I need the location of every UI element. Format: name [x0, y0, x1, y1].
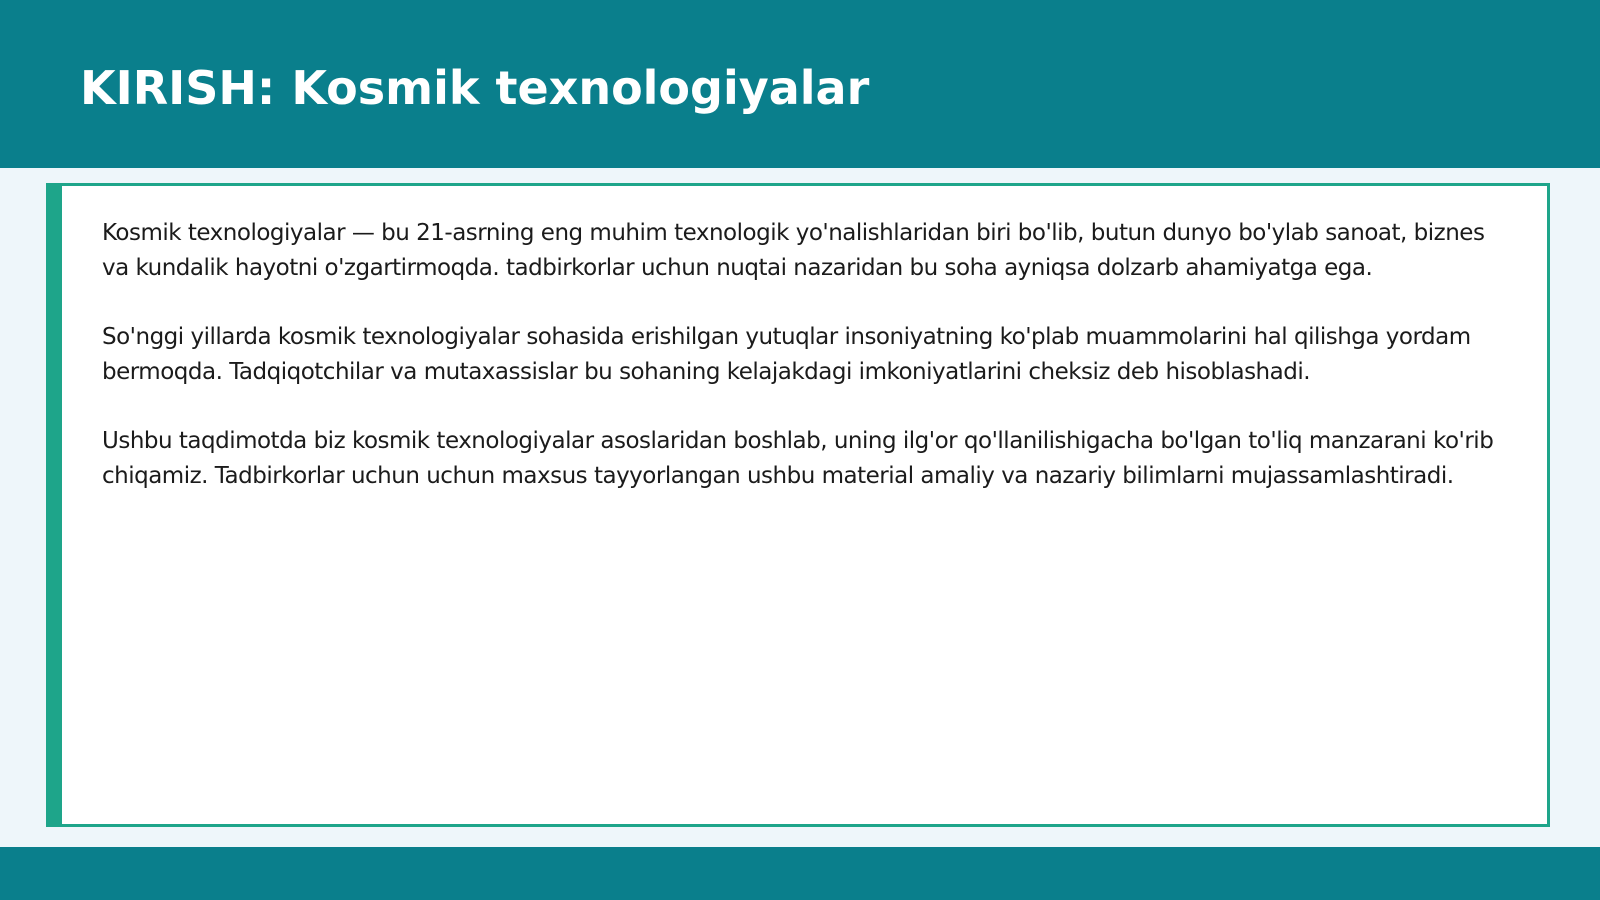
- slide-header: [0, 0, 1600, 168]
- paragraph-2: So'nggi yillarda kosmik texnologiyalar sohasida erishilgan yutuqlar insoniyatning ko'plab muammolarini hal qilishga yordam bermoqda. Tadqiqotchilar va mutaxassislar bu sohaning kelajakdagi imkoniyatlarini cheksiz deb hisoblashadi.: [102, 324, 1471, 385]
- paragraph-1: Kosmik texnologiyalar — bu 21-asrning eng muhim texnologik yo'nalishlaridan biri bo'lib, butun dunyo bo'ylab sanoat, biznes va kundalik hayotni o'zgartirmoqda. tadbirkorlar uchun nuqtai nazaridan bu soha ayniqsa dolzarb ahamiyatga ega.: [102, 220, 1485, 281]
- slide-footer: [0, 847, 1600, 900]
- content-text: [102, 216, 1511, 528]
- slide-title: KIRISH: Kosmik texnologiyalar: [80, 61, 870, 115]
- content-box: [46, 183, 1550, 827]
- paragraph-3: Ushbu taqdimotda biz kosmik texnologiyalar asoslaridan boshlab, uning ilg'or qo'llanilishigacha bo'lgan to'liq manzarani ko'rib chiqamiz. Tadbirkorlar uchun uchun maxsus tayyorlangan ushbu material amaliy va nazariy bilimlarni mujassamlashtiradi.: [102, 428, 1494, 489]
